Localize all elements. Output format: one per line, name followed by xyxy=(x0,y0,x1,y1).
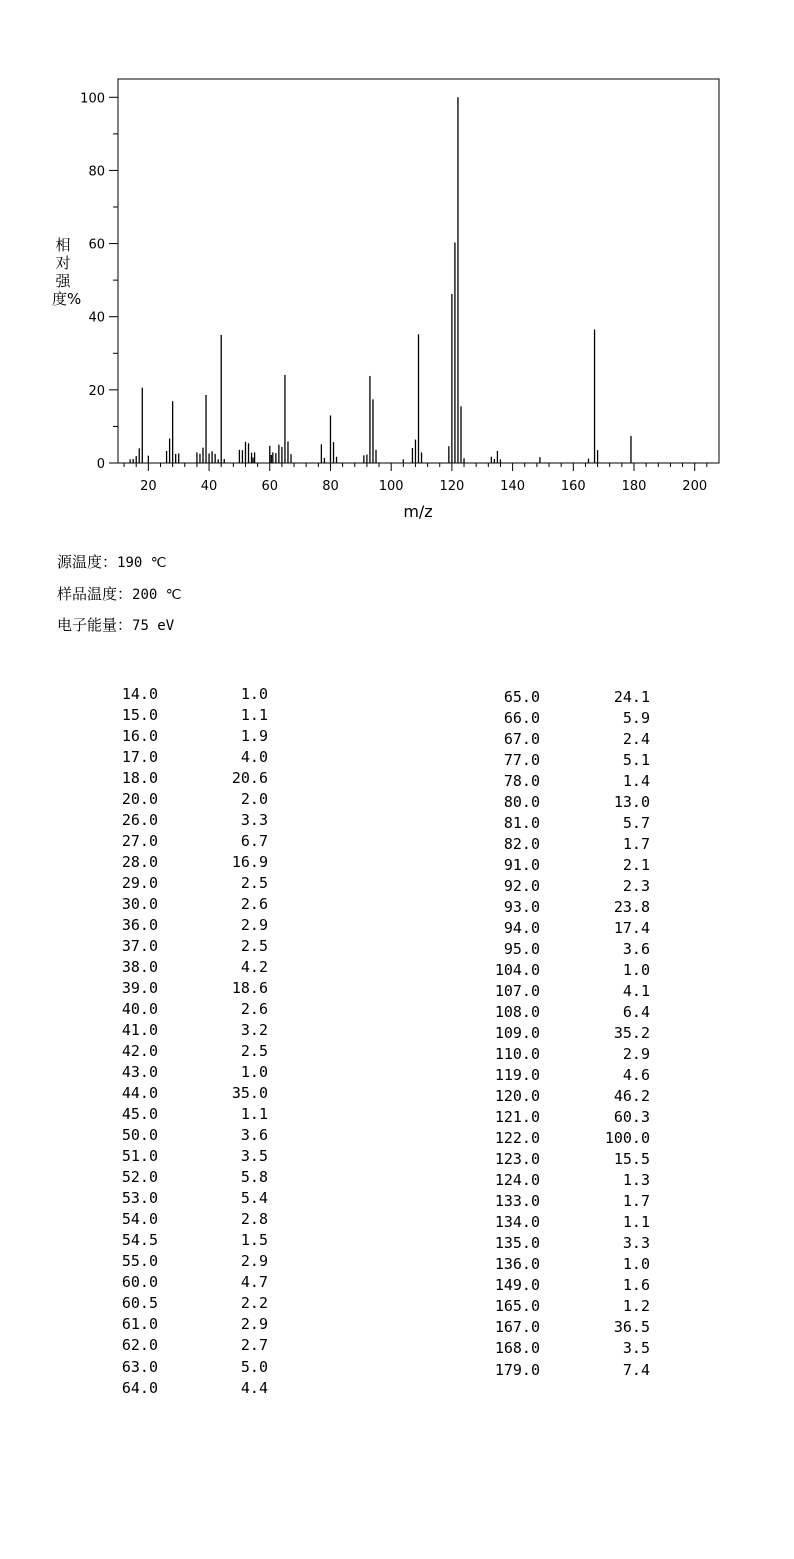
intensity-value: 3.3 xyxy=(622,1234,650,1253)
mz-value: 82.0 xyxy=(503,835,540,854)
mz-value: 39.0 xyxy=(121,979,158,998)
source-temperature-label: 源温度： xyxy=(57,553,118,571)
table-row xyxy=(487,1317,657,1338)
intensity-value: 1.2 xyxy=(622,1297,650,1316)
intensity-value: 35.2 xyxy=(613,1024,650,1043)
table-row xyxy=(487,1023,657,1044)
table-row xyxy=(487,1212,657,1233)
mz-value: 62.0 xyxy=(121,1336,158,1355)
table-row xyxy=(114,1251,274,1272)
mz-value: 119.0 xyxy=(494,1066,540,1085)
mz-value: 15.0 xyxy=(121,706,158,725)
mz-value: 38.0 xyxy=(121,958,158,977)
mz-value: 36.0 xyxy=(121,916,158,935)
y-axis-label: 相对强度% xyxy=(52,236,82,308)
y-tick-label: 100 xyxy=(80,91,105,107)
y-tick-label: 40 xyxy=(88,310,105,326)
mz-value: 16.0 xyxy=(121,727,158,746)
intensity-value: 1.7 xyxy=(622,1192,650,1211)
intensity-value: 5.7 xyxy=(622,814,650,833)
intensity-value: 4.2 xyxy=(240,958,268,977)
mz-value: 14.0 xyxy=(121,685,158,703)
sample-temperature-value: 200 ℃ xyxy=(132,587,182,603)
table-row xyxy=(487,687,657,708)
mz-value: 109.0 xyxy=(494,1024,540,1043)
intensity-value: 4.0 xyxy=(240,748,268,767)
y-tick-label: 20 xyxy=(88,383,105,399)
intensity-value: 6.7 xyxy=(240,832,268,851)
table-row xyxy=(114,1020,274,1041)
intensity-value: 1.0 xyxy=(240,685,268,703)
x-tick-label: 60 xyxy=(261,479,279,494)
y-tick-label: 0 xyxy=(96,457,105,472)
mz-value: 179.0 xyxy=(494,1360,540,1379)
intensity-value: 24.1 xyxy=(613,688,650,706)
mz-value: 66.0 xyxy=(503,709,540,728)
intensity-value: 16.9 xyxy=(231,853,268,872)
y-tick-label: 80 xyxy=(88,164,105,180)
intensity-value: 1.0 xyxy=(622,961,650,980)
table-row xyxy=(487,1107,657,1128)
table-row xyxy=(114,705,274,726)
intensity-value: 36.5 xyxy=(613,1318,650,1337)
intensity-value: 2.1 xyxy=(622,856,650,875)
table-row xyxy=(114,1041,274,1062)
table-row xyxy=(114,1335,274,1356)
mz-value: 91.0 xyxy=(503,856,540,875)
mz-value: 135.0 xyxy=(494,1234,540,1253)
table-row xyxy=(487,1360,657,1381)
x-tick-label: 160 xyxy=(560,479,586,494)
table-row xyxy=(487,708,657,729)
table-row xyxy=(114,684,274,705)
mz-value: 45.0 xyxy=(121,1105,158,1124)
table-row xyxy=(114,1104,274,1125)
table-row xyxy=(487,1149,657,1170)
table-row xyxy=(114,1230,274,1251)
intensity-value: 3.6 xyxy=(622,940,650,959)
intensity-value: 1.4 xyxy=(622,772,650,791)
table-row xyxy=(114,936,274,957)
intensity-value: 6.4 xyxy=(622,1003,650,1022)
mz-value: 41.0 xyxy=(121,1021,158,1040)
intensity-value: 35.0 xyxy=(231,1084,268,1103)
mz-value: 42.0 xyxy=(121,1042,158,1061)
x-tick-label: 80 xyxy=(322,479,339,494)
table-row xyxy=(114,852,274,873)
table-row xyxy=(487,1128,657,1149)
table-row xyxy=(114,999,274,1020)
table-row xyxy=(114,1146,274,1167)
mz-value: 104.0 xyxy=(494,961,540,980)
intensity-value: 3.2 xyxy=(240,1021,268,1040)
table-row xyxy=(114,915,274,936)
mz-value: 92.0 xyxy=(503,877,540,896)
mz-value: 30.0 xyxy=(121,895,158,914)
peak-table-right xyxy=(487,687,657,1381)
x-tick-label: 40 xyxy=(200,479,218,494)
table-row xyxy=(114,1272,274,1293)
table-row xyxy=(114,894,274,915)
table-row xyxy=(114,1062,274,1083)
intensity-value: 1.9 xyxy=(240,727,268,746)
intensity-value: 1.0 xyxy=(240,1063,268,1082)
intensity-value: 20.6 xyxy=(231,769,268,788)
mz-value: 94.0 xyxy=(503,919,540,938)
table-row xyxy=(487,876,657,897)
intensity-value: 2.4 xyxy=(622,730,650,749)
electron-energy-value: 75 eV xyxy=(132,618,175,634)
sample-temperature-label: 样品温度： xyxy=(57,585,133,603)
table-row xyxy=(487,960,657,981)
table-row xyxy=(487,1191,657,1212)
intensity-value: 4.1 xyxy=(622,982,650,1001)
mz-value: 134.0 xyxy=(494,1213,540,1232)
mz-value: 18.0 xyxy=(121,769,158,788)
intensity-value: 2.7 xyxy=(240,1336,268,1355)
mz-value: 27.0 xyxy=(121,832,158,851)
intensity-value: 2.5 xyxy=(240,937,268,956)
mz-value: 78.0 xyxy=(503,772,540,791)
electron-energy-label: 电子能量： xyxy=(57,616,133,634)
intensity-value: 1.1 xyxy=(240,706,268,725)
intensity-value: 7.4 xyxy=(622,1360,650,1379)
intensity-value: 3.6 xyxy=(240,1126,268,1145)
mz-value: 60.5 xyxy=(121,1294,158,1313)
intensity-value: 1.6 xyxy=(622,1276,650,1295)
mz-value: 54.0 xyxy=(121,1210,158,1229)
intensity-value: 3.5 xyxy=(622,1339,650,1358)
mz-value: 108.0 xyxy=(494,1003,540,1022)
mz-value: 20.0 xyxy=(121,790,158,809)
mz-value: 52.0 xyxy=(121,1168,158,1187)
intensity-value: 5.0 xyxy=(240,1357,268,1376)
intensity-value: 2.2 xyxy=(240,1294,268,1313)
table-row xyxy=(114,978,274,999)
mz-value: 43.0 xyxy=(121,1063,158,1082)
intensity-value: 5.9 xyxy=(622,709,650,728)
mz-value: 120.0 xyxy=(494,1087,540,1106)
table-row xyxy=(487,855,657,876)
intensity-value: 1.1 xyxy=(240,1105,268,1124)
intensity-value: 1.1 xyxy=(622,1213,650,1232)
intensity-value: 60.3 xyxy=(613,1108,650,1127)
table-row xyxy=(114,873,274,894)
table-row xyxy=(114,1125,274,1146)
mz-value: 123.0 xyxy=(494,1150,540,1169)
mz-value: 124.0 xyxy=(494,1171,540,1190)
intensity-value: 1.7 xyxy=(622,835,650,854)
mz-value: 133.0 xyxy=(494,1192,540,1211)
intensity-value: 2.9 xyxy=(622,1045,650,1064)
mz-value: 63.0 xyxy=(121,1357,158,1376)
table-row xyxy=(114,1314,274,1335)
intensity-value: 2.5 xyxy=(240,1042,268,1061)
mz-value: 61.0 xyxy=(121,1315,158,1334)
mz-value: 80.0 xyxy=(503,793,540,812)
mz-value: 28.0 xyxy=(121,853,158,872)
intensity-value: 4.4 xyxy=(240,1378,268,1397)
x-tick-label: 200 xyxy=(682,479,708,494)
peak-table-left xyxy=(114,684,274,1399)
intensity-value: 2.9 xyxy=(240,1252,268,1271)
x-tick-label: 20 xyxy=(140,479,157,494)
intensity-value: 2.6 xyxy=(240,1000,268,1019)
mz-value: 122.0 xyxy=(494,1129,540,1148)
table-row xyxy=(114,768,274,789)
table-row xyxy=(114,789,274,810)
intensity-value: 5.1 xyxy=(622,751,650,770)
mz-value: 107.0 xyxy=(494,982,540,1001)
mz-value: 121.0 xyxy=(494,1108,540,1127)
intensity-value: 2.6 xyxy=(240,895,268,914)
table-row xyxy=(487,813,657,834)
table-row xyxy=(487,1233,657,1254)
y-tick-label: 60 xyxy=(88,237,105,253)
intensity-value: 3.3 xyxy=(240,811,268,830)
x-axis xyxy=(124,463,707,494)
mz-value: 168.0 xyxy=(494,1339,540,1358)
mz-value: 149.0 xyxy=(494,1276,540,1295)
table-row xyxy=(114,1209,274,1230)
mz-value: 51.0 xyxy=(121,1147,158,1166)
mz-value: 167.0 xyxy=(494,1318,540,1337)
table-row xyxy=(487,1170,657,1191)
y-axis xyxy=(80,91,118,472)
intensity-value: 5.4 xyxy=(240,1189,268,1208)
table-row xyxy=(487,1338,657,1359)
mz-value: 77.0 xyxy=(503,751,540,770)
table-row xyxy=(487,897,657,918)
mz-value: 29.0 xyxy=(121,874,158,893)
mz-value: 110.0 xyxy=(494,1045,540,1064)
electron-energy xyxy=(57,614,174,635)
mz-value: 60.0 xyxy=(121,1273,158,1292)
table-row xyxy=(487,1002,657,1023)
intensity-value: 15.5 xyxy=(613,1150,650,1169)
mz-value: 93.0 xyxy=(503,898,540,917)
table-row xyxy=(114,957,274,978)
intensity-value: 1.3 xyxy=(622,1171,650,1190)
table-row xyxy=(114,747,274,768)
mz-value: 55.0 xyxy=(121,1252,158,1271)
intensity-value: 1.5 xyxy=(240,1231,268,1250)
mz-value: 17.0 xyxy=(121,748,158,767)
x-tick-label: 180 xyxy=(621,479,647,494)
x-tick-label: 100 xyxy=(378,479,404,494)
table-row xyxy=(487,1254,657,1275)
intensity-value: 2.3 xyxy=(622,877,650,896)
mz-value: 165.0 xyxy=(494,1297,540,1316)
mz-value: 136.0 xyxy=(494,1255,540,1274)
intensity-value: 1.0 xyxy=(622,1255,650,1274)
mass-spectrum-chart xyxy=(0,0,794,530)
intensity-value: 100.0 xyxy=(604,1129,650,1148)
mz-value: 95.0 xyxy=(503,940,540,959)
mz-value: 54.5 xyxy=(121,1231,158,1250)
intensity-value: 3.5 xyxy=(240,1147,268,1166)
x-tick-label: 120 xyxy=(439,479,465,494)
intensity-value: 23.8 xyxy=(613,898,650,917)
table-row xyxy=(114,831,274,852)
table-row xyxy=(487,750,657,771)
table-row xyxy=(114,810,274,831)
table-row xyxy=(487,792,657,813)
table-row xyxy=(114,726,274,747)
mz-value: 81.0 xyxy=(503,814,540,833)
mz-value: 40.0 xyxy=(121,1000,158,1019)
source-temperature xyxy=(57,551,166,572)
table-row xyxy=(487,918,657,939)
intensity-value: 5.8 xyxy=(240,1168,268,1187)
table-row xyxy=(114,1293,274,1314)
table-row xyxy=(487,1086,657,1107)
table-row xyxy=(487,1296,657,1317)
table-row xyxy=(487,1275,657,1296)
source-temperature-value: 190 ℃ xyxy=(117,555,167,571)
table-row xyxy=(487,981,657,1002)
intensity-value: 2.8 xyxy=(240,1210,268,1229)
table-row xyxy=(487,1044,657,1065)
table-row xyxy=(487,939,657,960)
table-row xyxy=(114,1188,274,1209)
intensity-value: 2.9 xyxy=(240,1315,268,1334)
mz-value: 50.0 xyxy=(121,1126,158,1145)
sample-temperature xyxy=(57,583,181,604)
intensity-value: 18.6 xyxy=(231,979,268,998)
intensity-value: 13.0 xyxy=(613,793,650,812)
intensity-value: 2.9 xyxy=(240,916,268,935)
x-tick-label: 140 xyxy=(500,479,526,494)
mz-value: 44.0 xyxy=(121,1084,158,1103)
intensity-value: 4.7 xyxy=(240,1273,268,1292)
table-row xyxy=(114,1083,274,1104)
mz-value: 64.0 xyxy=(121,1378,158,1397)
table-row xyxy=(114,1378,274,1399)
intensity-value: 4.6 xyxy=(622,1066,650,1085)
intensity-value: 17.4 xyxy=(613,919,650,938)
mz-value: 67.0 xyxy=(503,730,540,749)
x-axis-label: m/z xyxy=(403,502,433,521)
table-row xyxy=(487,834,657,855)
table-row xyxy=(487,729,657,750)
table-row xyxy=(114,1357,274,1378)
mz-value: 37.0 xyxy=(121,937,158,956)
mz-value: 26.0 xyxy=(121,811,158,830)
intensity-value: 46.2 xyxy=(613,1087,650,1106)
spectrum-bars xyxy=(130,97,631,463)
mz-value: 65.0 xyxy=(503,688,540,706)
table-row xyxy=(487,1065,657,1086)
mz-value: 53.0 xyxy=(121,1189,158,1208)
table-row xyxy=(487,771,657,792)
intensity-value: 2.5 xyxy=(240,874,268,893)
intensity-value: 2.0 xyxy=(240,790,268,809)
table-row xyxy=(114,1167,274,1188)
